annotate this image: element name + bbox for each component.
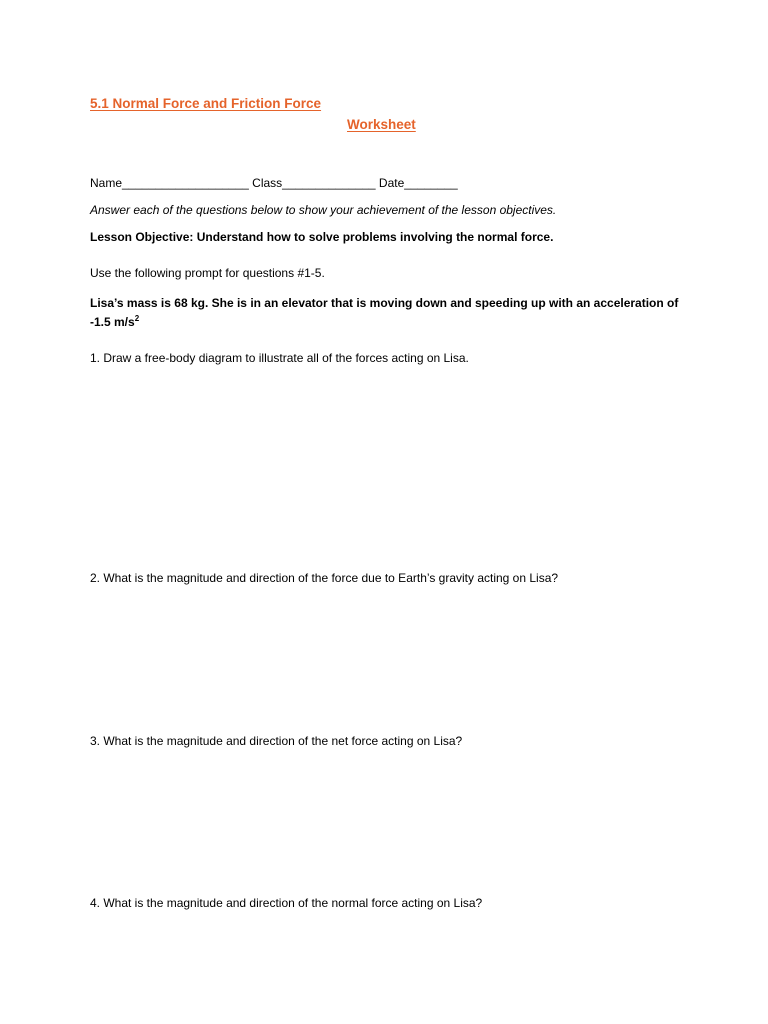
question-1: 1. Draw a free-body diagram to illustrate all of the forces acting on Lisa. xyxy=(90,351,469,365)
worksheet-subtitle: Worksheet xyxy=(347,117,416,132)
scenario-paragraph xyxy=(90,294,690,332)
prompt-intro: Use the following prompt for questions #1-5. xyxy=(90,266,325,280)
question-2: 2. What is the magnitude and direction of the force due to Earth’s gravity acting on Lisa? xyxy=(90,571,559,585)
scenario-text: Lisa’s mass is 68 kg. She is in an elevator that is moving down and speeding up with an acceleration of -1.5 m/s xyxy=(90,296,679,329)
scenario-exponent: 2 xyxy=(134,314,140,323)
lesson-objective: Lesson Objective: Understand how to solve problems involving the normal force. xyxy=(90,230,554,244)
question-3: 3. What is the magnitude and direction of the net force acting on Lisa? xyxy=(90,734,463,748)
worksheet-title: 5.1 Normal Force and Friction Force xyxy=(90,96,322,111)
question-4: 4. What is the magnitude and direction of the normal force acting on Lisa? xyxy=(90,896,483,910)
instructions-text: Answer each of the questions below to show your achievement of the lesson objectives. xyxy=(90,203,557,217)
student-info-fields: Name___________________ Class______________ Date________ xyxy=(90,176,458,190)
